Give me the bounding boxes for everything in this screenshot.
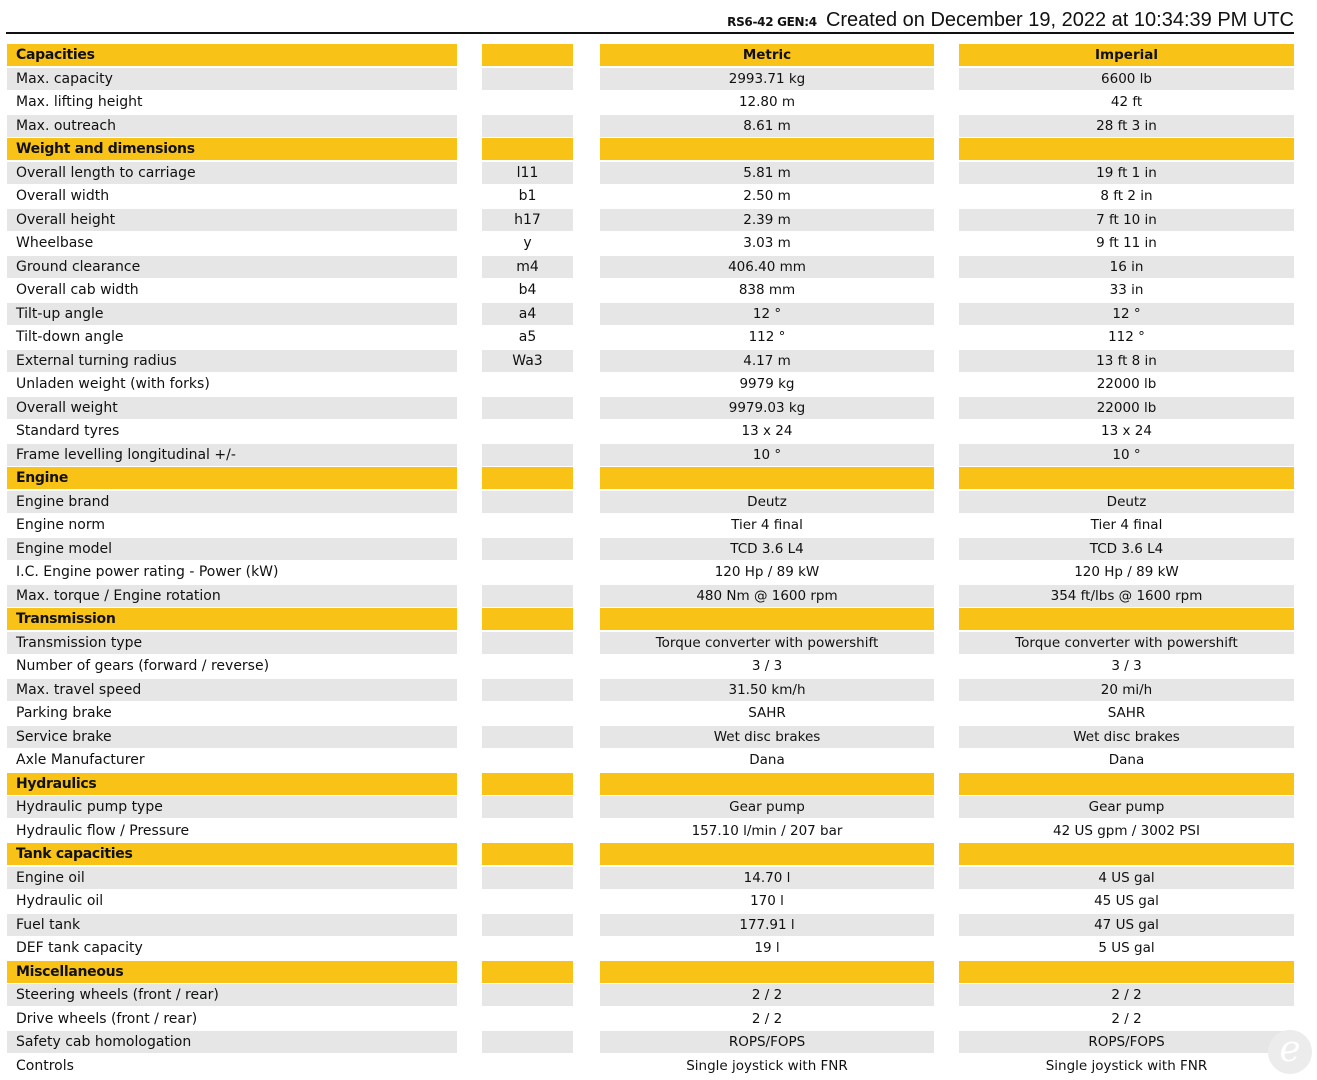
spec-code	[482, 538, 573, 560]
metric-value: 14.70 l	[600, 867, 934, 889]
imperial-value	[959, 138, 1294, 160]
spec-label: Controls	[7, 1055, 457, 1077]
metric-value: 406.40 mm	[600, 256, 934, 278]
spec-code	[482, 467, 573, 489]
spec-row	[7, 115, 1294, 139]
spec-code: b4	[482, 279, 573, 301]
metric-value: 31.50 km/h	[600, 679, 934, 701]
metric-value	[600, 843, 934, 865]
metric-value: 2 / 2	[600, 984, 934, 1006]
spec-label: DEF tank capacity	[7, 937, 457, 959]
spec-label: Wheelbase	[7, 232, 457, 254]
imperial-value: 4 US gal	[959, 867, 1294, 889]
spec-label: Hydraulic flow / Pressure	[7, 820, 457, 842]
imperial-value: SAHR	[959, 702, 1294, 724]
spec-label: Max. torque / Engine rotation	[7, 585, 457, 607]
metric-value: 2.39 m	[600, 209, 934, 231]
spec-label: Axle Manufacturer	[7, 749, 457, 771]
spec-label: Transmission	[7, 608, 457, 630]
spec-label: External turning radius	[7, 350, 457, 372]
metric-value: 2 / 2	[600, 1008, 934, 1030]
imperial-value: 12 °	[959, 303, 1294, 325]
imperial-value: 2 / 2	[959, 984, 1294, 1006]
metric-value: 177.91 l	[600, 914, 934, 936]
metric-value: Single joystick with FNR	[600, 1055, 934, 1077]
section-header-row	[7, 44, 1294, 68]
spec-row	[7, 1031, 1294, 1055]
metric-value: 120 Hp / 89 kW	[600, 561, 934, 583]
metric-value: 2993.71 kg	[600, 68, 934, 90]
imperial-value: 45 US gal	[959, 890, 1294, 912]
section-header-row	[7, 467, 1294, 491]
spec-label: Service brake	[7, 726, 457, 748]
spec-row	[7, 232, 1294, 256]
metric-value	[600, 138, 934, 160]
imperial-value: Tier 4 final	[959, 514, 1294, 536]
spec-label: Unladen weight (with forks)	[7, 373, 457, 395]
spec-row	[7, 68, 1294, 92]
imperial-value: 6600 lb	[959, 68, 1294, 90]
imperial-value: 28 ft 3 in	[959, 115, 1294, 137]
spec-code	[482, 68, 573, 90]
created-timestamp: Created on December 19, 2022 at 10:34:39 PM UTC	[825, 9, 1294, 31]
spec-code	[482, 373, 573, 395]
imperial-value: Gear pump	[959, 796, 1294, 818]
spec-row	[7, 937, 1294, 961]
spec-code	[482, 91, 573, 113]
spec-label: Steering wheels (front / rear)	[7, 984, 457, 1006]
spec-label: Safety cab homologation	[7, 1031, 457, 1053]
metric-value: ROPS/FOPS	[600, 1031, 934, 1053]
spec-label: Drive wheels (front / rear)	[7, 1008, 457, 1030]
metric-value: 9979 kg	[600, 373, 934, 395]
spec-row	[7, 209, 1294, 233]
imperial-value	[959, 467, 1294, 489]
imperial-value: Single joystick with FNR	[959, 1055, 1294, 1077]
spec-code: a4	[482, 303, 573, 325]
model-code: RS6-42 GEN:4	[727, 15, 817, 29]
spec-label: Ground clearance	[7, 256, 457, 278]
spec-label: Engine	[7, 467, 457, 489]
imperial-value: 42 ft	[959, 91, 1294, 113]
spec-code	[482, 585, 573, 607]
imperial-value: 42 US gpm / 3002 PSI	[959, 820, 1294, 842]
metric-value: 13 x 24	[600, 420, 934, 442]
spec-code: h17	[482, 209, 573, 231]
metric-value: 3 / 3	[600, 655, 934, 677]
metric-value	[600, 467, 934, 489]
metric-value	[600, 773, 934, 795]
spec-code	[482, 655, 573, 677]
spec-code	[482, 961, 573, 983]
metric-value: Dana	[600, 749, 934, 771]
spec-code	[482, 914, 573, 936]
spec-label: Weight and dimensions	[7, 138, 457, 160]
imperial-value: Torque converter with powershift	[959, 632, 1294, 654]
metric-value	[600, 608, 934, 630]
imperial-value: Imperial	[959, 44, 1294, 66]
metric-value: 480 Nm @ 1600 rpm	[600, 585, 934, 607]
imperial-value: 22000 lb	[959, 397, 1294, 419]
spec-label: Tank capacities	[7, 843, 457, 865]
spec-code	[482, 820, 573, 842]
spec-code: Wa3	[482, 350, 573, 372]
metric-value: 5.81 m	[600, 162, 934, 184]
imperial-value: 7 ft 10 in	[959, 209, 1294, 231]
imperial-value: ROPS/FOPS	[959, 1031, 1294, 1053]
imperial-value: 9 ft 11 in	[959, 232, 1294, 254]
spec-code	[482, 749, 573, 771]
spec-label: Engine oil	[7, 867, 457, 889]
spec-code	[482, 679, 573, 701]
imperial-value: 3 / 3	[959, 655, 1294, 677]
metric-value: 10 °	[600, 444, 934, 466]
spec-row	[7, 561, 1294, 585]
imperial-value: 112 °	[959, 326, 1294, 348]
metric-value	[600, 961, 934, 983]
spec-label: Standard tyres	[7, 420, 457, 442]
spec-row	[7, 91, 1294, 115]
spec-row	[7, 679, 1294, 703]
imperial-value: 8 ft 2 in	[959, 185, 1294, 207]
section-header-row	[7, 608, 1294, 632]
metric-value: Gear pump	[600, 796, 934, 818]
spec-label: Max. outreach	[7, 115, 457, 137]
spec-code	[482, 514, 573, 536]
section-header-row	[7, 843, 1294, 867]
metric-value: 3.03 m	[600, 232, 934, 254]
imperial-value: 19 ft 1 in	[959, 162, 1294, 184]
spec-label: Fuel tank	[7, 914, 457, 936]
spec-code	[482, 1055, 573, 1077]
imperial-value: 2 / 2	[959, 1008, 1294, 1030]
metric-value: 170 l	[600, 890, 934, 912]
spec-table	[7, 44, 1294, 1078]
document-header	[6, 0, 1294, 34]
imperial-value	[959, 961, 1294, 983]
imperial-value: 354 ft/lbs @ 1600 rpm	[959, 585, 1294, 607]
spec-code: b1	[482, 185, 573, 207]
imperial-value: 120 Hp / 89 kW	[959, 561, 1294, 583]
spec-row	[7, 373, 1294, 397]
spec-row	[7, 1055, 1294, 1079]
spec-label: Overall height	[7, 209, 457, 231]
spec-label: Tilt-down angle	[7, 326, 457, 348]
spec-row	[7, 632, 1294, 656]
spec-label: Tilt-up angle	[7, 303, 457, 325]
spec-label: Max. capacity	[7, 68, 457, 90]
imperial-value: 13 x 24	[959, 420, 1294, 442]
spec-code	[482, 491, 573, 513]
spec-label: Max. lifting height	[7, 91, 457, 113]
spec-label: Engine model	[7, 538, 457, 560]
spec-code	[482, 632, 573, 654]
metric-value: SAHR	[600, 702, 934, 724]
metric-value: Metric	[600, 44, 934, 66]
section-header-row	[7, 138, 1294, 162]
spec-code	[482, 843, 573, 865]
spec-row	[7, 726, 1294, 750]
spec-label: Number of gears (forward / reverse)	[7, 655, 457, 677]
spec-row	[7, 279, 1294, 303]
spec-label: Miscellaneous	[7, 961, 457, 983]
spec-label: Hydraulics	[7, 773, 457, 795]
spec-label: Overall cab width	[7, 279, 457, 301]
spec-label: Max. travel speed	[7, 679, 457, 701]
spec-label: Overall weight	[7, 397, 457, 419]
spec-label: Hydraulic pump type	[7, 796, 457, 818]
imperial-value: 47 US gal	[959, 914, 1294, 936]
spec-label: I.C. Engine power rating - Power (kW)	[7, 561, 457, 583]
spec-label: Parking brake	[7, 702, 457, 724]
spec-row	[7, 984, 1294, 1008]
spec-row	[7, 256, 1294, 280]
spec-row	[7, 350, 1294, 374]
spec-row	[7, 397, 1294, 421]
metric-value: 9979.03 kg	[600, 397, 934, 419]
spec-code	[482, 937, 573, 959]
spec-label: Hydraulic oil	[7, 890, 457, 912]
spec-row	[7, 702, 1294, 726]
metric-value: 157.10 l/min / 207 bar	[600, 820, 934, 842]
metric-value: 8.61 m	[600, 115, 934, 137]
metric-value: 112 °	[600, 326, 934, 348]
spec-label: Overall width	[7, 185, 457, 207]
imperial-value: 16 in	[959, 256, 1294, 278]
spec-row	[7, 162, 1294, 186]
imperial-value: 22000 lb	[959, 373, 1294, 395]
brand-logo-icon: e	[1268, 1030, 1312, 1074]
spec-code: l11	[482, 162, 573, 184]
spec-label: Overall length to carriage	[7, 162, 457, 184]
spec-row	[7, 796, 1294, 820]
section-header-row	[7, 773, 1294, 797]
spec-code	[482, 608, 573, 630]
spec-row	[7, 655, 1294, 679]
metric-value: Wet disc brakes	[600, 726, 934, 748]
spec-code	[482, 796, 573, 818]
spec-row	[7, 185, 1294, 209]
metric-value: TCD 3.6 L4	[600, 538, 934, 560]
spec-row	[7, 538, 1294, 562]
spec-code	[482, 702, 573, 724]
metric-value: Torque converter with powershift	[600, 632, 934, 654]
spec-row	[7, 890, 1294, 914]
spec-row	[7, 303, 1294, 327]
spec-code	[482, 115, 573, 137]
spec-row	[7, 914, 1294, 938]
spec-code	[482, 44, 573, 66]
spec-code: y	[482, 232, 573, 254]
metric-value: Tier 4 final	[600, 514, 934, 536]
metric-value: 12 °	[600, 303, 934, 325]
spec-code	[482, 867, 573, 889]
metric-value: 4.17 m	[600, 350, 934, 372]
metric-value: 19 l	[600, 937, 934, 959]
spec-label: Frame levelling longitudinal +/-	[7, 444, 457, 466]
spec-code	[482, 138, 573, 160]
imperial-value: Deutz	[959, 491, 1294, 513]
spec-row	[7, 749, 1294, 773]
spec-row	[7, 444, 1294, 468]
spec-row	[7, 585, 1294, 609]
imperial-value: TCD 3.6 L4	[959, 538, 1294, 560]
imperial-value	[959, 773, 1294, 795]
metric-value: 2.50 m	[600, 185, 934, 207]
spec-code	[482, 444, 573, 466]
spec-code: a5	[482, 326, 573, 348]
spec-row	[7, 326, 1294, 350]
spec-row	[7, 820, 1294, 844]
imperial-value: Wet disc brakes	[959, 726, 1294, 748]
spec-row	[7, 491, 1294, 515]
section-header-row	[7, 961, 1294, 985]
spec-label: Engine norm	[7, 514, 457, 536]
imperial-value: 20 mi/h	[959, 679, 1294, 701]
spec-label: Transmission type	[7, 632, 457, 654]
spec-label: Engine brand	[7, 491, 457, 513]
imperial-value	[959, 843, 1294, 865]
metric-value: Deutz	[600, 491, 934, 513]
imperial-value: 10 °	[959, 444, 1294, 466]
spec-row	[7, 514, 1294, 538]
spec-code	[482, 984, 573, 1006]
spec-code	[482, 773, 573, 795]
imperial-value: Dana	[959, 749, 1294, 771]
spec-row	[7, 420, 1294, 444]
spec-code	[482, 1008, 573, 1030]
spec-row	[7, 867, 1294, 891]
spec-row	[7, 1008, 1294, 1032]
imperial-value: 33 in	[959, 279, 1294, 301]
spec-code	[482, 890, 573, 912]
spec-code	[482, 561, 573, 583]
spec-code	[482, 397, 573, 419]
metric-value: 838 mm	[600, 279, 934, 301]
metric-value: 12.80 m	[600, 91, 934, 113]
spec-code: m4	[482, 256, 573, 278]
spec-code	[482, 726, 573, 748]
spec-code	[482, 1031, 573, 1053]
spec-label: Capacities	[7, 44, 457, 66]
spec-code	[482, 420, 573, 442]
imperial-value: 13 ft 8 in	[959, 350, 1294, 372]
imperial-value	[959, 608, 1294, 630]
imperial-value: 5 US gal	[959, 937, 1294, 959]
